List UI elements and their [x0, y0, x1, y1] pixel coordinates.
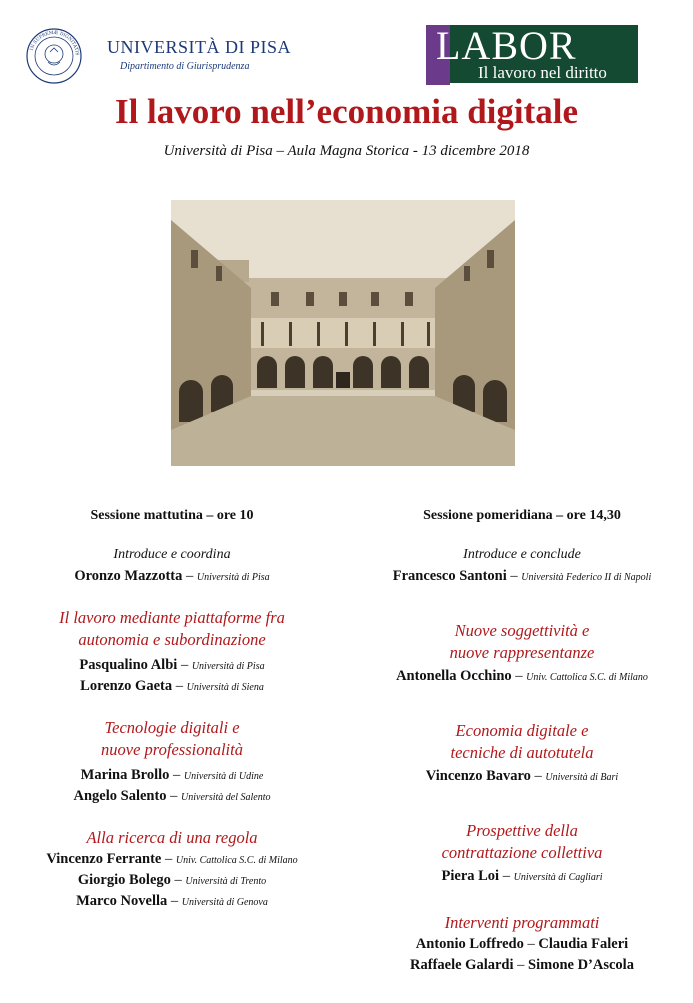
panel-topic: Prospettive della contrattazione collettiva [441, 821, 603, 862]
intro-speaker: Francesco Santoni – Università Federico II di Napoli [392, 568, 652, 584]
labor-logo-title: LABOR [436, 23, 577, 68]
intro-label: Introduce e coordina [113, 547, 231, 562]
session-heading: Sessione pomeridiana – ore 14,30 [423, 508, 621, 523]
university-seal-logo [26, 28, 82, 84]
panel-topic: Economia digitale e tecniche di autotutela [450, 721, 594, 762]
session-heading: Sessione mattutina – ore 10 [90, 508, 254, 523]
labor-logo-subtitle: Il lavoro nel diritto [478, 63, 607, 82]
interventions-line: Antonio Loffredo – Claudia Faleri [415, 936, 629, 952]
speaker: Marco Novella – Università di Genova [76, 893, 268, 909]
courtyard-photo [171, 200, 515, 466]
speaker: Pasqualino Albi – Università di Pisa [79, 657, 265, 673]
event-subtitle: Università di Pisa – Aula Magna Storica - 13 dicembre 2018 [163, 143, 530, 159]
university-name: UNIVERSITÀ DI PISA [107, 37, 291, 57]
speaker: Marina Brollo – Università di Udine [80, 767, 264, 783]
speaker: Giorgio Bolego – Università di Trento [77, 872, 267, 888]
page-title: Il lavoro nell’economia digitale [114, 92, 579, 131]
speaker: Vincenzo Bavaro – Università di Bari [425, 768, 619, 784]
department-name: Dipartimento di Giurisprudenza [120, 61, 250, 72]
interventions-heading: Interventi programmati [444, 913, 600, 932]
speaker: Angelo Salento – Università del Salento [73, 788, 271, 804]
labor-logo [426, 25, 638, 85]
speaker: Vincenzo Ferrante – Univ. Cattolica S.C. di Milano [46, 851, 298, 867]
svg-text:IN SUPREMÆ DIGNITATIS 1343 [26, 28, 80, 56]
intro-speaker: Oronzo Mazzotta – Università di Pisa [74, 568, 270, 584]
panel-topic: Tecnologie digitali e nuove professionalità [101, 718, 243, 759]
interventions-line: Raffaele Galardi – Simone D’Ascola [410, 957, 634, 973]
speaker: Piera Loi – Università di Cagliari [441, 868, 603, 884]
panel-topic: Il lavoro mediante piattaforme fra autonomia e subordinazione [59, 608, 285, 649]
speaker: Antonella Occhino – Univ. Cattolica S.C. di Milano [396, 668, 648, 684]
speaker: Lorenzo Gaeta – Università di Siena [80, 678, 264, 694]
seal-text: IN SUPREMÆ DIGNITATIS [29, 30, 80, 56]
intro-label: Introduce e conclude [463, 547, 581, 562]
panel-topic: Nuove soggettività e nuove rappresentanze [449, 621, 595, 662]
panel-topic: Alla ricerca di una regola [86, 828, 258, 847]
